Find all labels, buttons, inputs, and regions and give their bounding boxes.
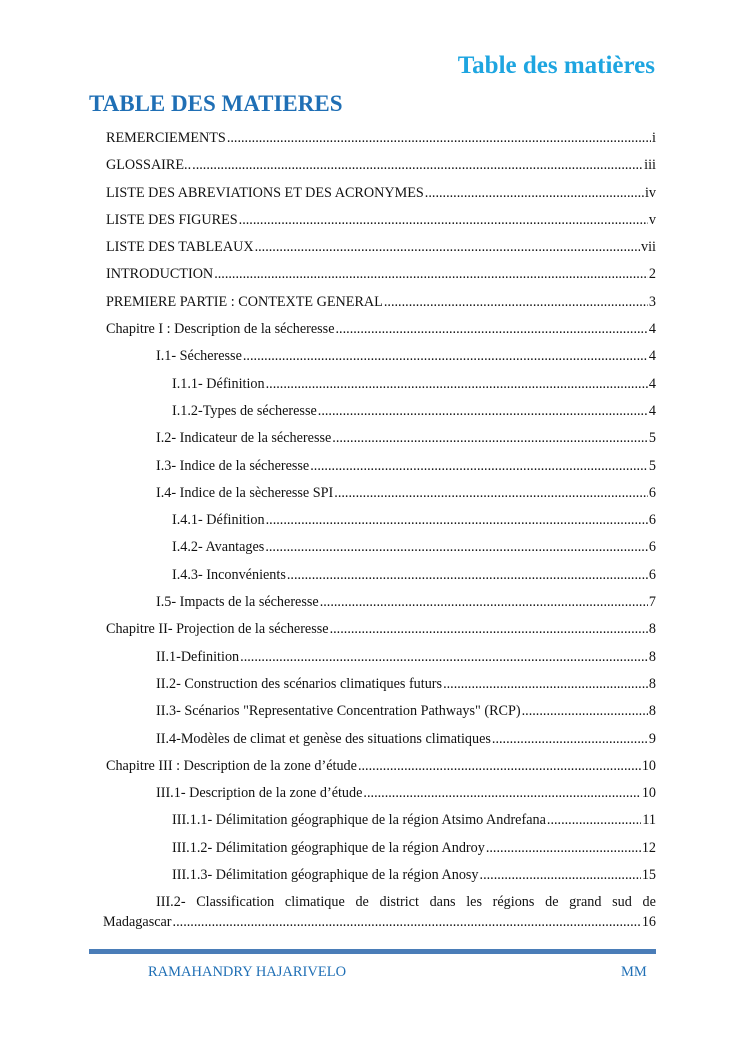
toc-entry-title: I.5- Impacts de la sécheresse — [156, 594, 319, 611]
toc-entry[interactable] — [106, 292, 656, 319]
toc-entry-page: 8 — [648, 621, 656, 638]
toc-entry-title: II.1-Definition — [156, 648, 240, 665]
toc-entry-page: 2 — [648, 266, 656, 283]
toc-entry-title: I.4.3- Inconvénients — [172, 566, 286, 583]
toc-entry[interactable] — [106, 510, 656, 537]
toc-entry-title: I.4.2- Avantages — [172, 539, 265, 556]
toc-entry[interactable] — [106, 537, 656, 564]
toc-word: III.2- — [156, 894, 186, 911]
toc-entry-page: i — [652, 130, 656, 146]
toc-leader-dots — [310, 456, 648, 476]
toc-entry[interactable] — [106, 729, 656, 756]
toc-leader-dots — [332, 428, 648, 448]
toc-entry-title: I.4- Indice de la sècheresse SPI — [156, 484, 334, 501]
toc-word: de — [642, 894, 656, 911]
toc-entry-page: 7 — [648, 594, 656, 611]
footer-divider — [89, 949, 656, 954]
page-title: TABLE DES MATIERES — [89, 91, 343, 116]
toc-leader-dots — [358, 756, 641, 776]
toc-entry-title: I.2- Indicateur de la sécheresse — [156, 430, 332, 447]
toc-leader-dots — [214, 264, 648, 284]
toc-entry-title: Chapitre II- Projection de la sécheresse — [106, 621, 329, 638]
toc-entry-page: 12 — [641, 839, 656, 856]
toc-entry[interactable] — [106, 374, 656, 401]
toc-leader-dots — [363, 783, 640, 803]
toc-word: sud — [612, 894, 632, 911]
toc-entry[interactable] — [106, 565, 656, 592]
toc-entry[interactable] — [106, 756, 656, 783]
toc-word: régions — [492, 894, 535, 911]
toc-entry-title: II.4-Modèles de climat et genèse des situations climatiques — [156, 730, 491, 747]
toc-leader-dots — [330, 619, 648, 639]
toc-entry[interactable] — [106, 838, 656, 865]
toc-leader-dots — [318, 401, 648, 421]
toc-entry[interactable] — [106, 128, 656, 155]
toc-entry-page: 6 — [648, 566, 656, 583]
toc-entry-title: I.1- Sécheresse — [156, 348, 242, 365]
toc-entry[interactable] — [106, 783, 656, 810]
toc-entry-page: 4 — [648, 348, 656, 365]
toc-leader-dots — [443, 674, 648, 694]
toc-entry[interactable] — [106, 346, 656, 373]
toc-word: de — [545, 894, 559, 911]
toc-leader-dots — [334, 483, 648, 503]
toc-entry[interactable] — [106, 674, 656, 701]
toc-entry-title: LISTE DES TABLEAUX — [106, 239, 254, 256]
toc-leader-dots — [287, 565, 648, 585]
toc-entry-page: 8 — [648, 648, 656, 665]
toc-leader-dots — [173, 912, 641, 932]
toc-entry-wrapped[interactable] — [103, 892, 656, 938]
toc-entry-title: III.1.2- Délimitation géographique de la région Androy — [172, 839, 485, 856]
footer-degree: MM — [621, 964, 647, 980]
toc-entry-title: I.4.1- Définition — [172, 512, 265, 529]
toc-entry-title: III.1- Description de la zone d’étude — [156, 785, 363, 802]
toc-leader-dots — [486, 838, 641, 858]
toc-entry[interactable] — [106, 456, 656, 483]
toc-word: de — [355, 894, 369, 911]
toc-entry[interactable] — [106, 155, 656, 182]
toc-entry-title: LISTE DES FIGURES — [106, 211, 238, 228]
toc-entry-page: 6 — [648, 512, 656, 529]
toc-entry-page: v — [648, 211, 656, 228]
toc-entry[interactable] — [106, 319, 656, 346]
toc-leader-dots — [480, 865, 641, 885]
toc-entry-page: 5 — [648, 457, 656, 474]
toc-leader-dots — [239, 210, 648, 230]
toc-leader-dots — [547, 810, 641, 830]
running-header: Table des matières — [457, 52, 655, 79]
toc-entry-title: Chapitre I : Description de la sécheresse — [106, 321, 335, 338]
toc-entry-title: II.3- Scénarios "Representative Concentration Pathways" (RCP) — [156, 703, 521, 720]
toc-entry[interactable] — [106, 237, 656, 264]
toc-entry[interactable] — [106, 401, 656, 428]
toc-entry-page: vii — [641, 239, 656, 256]
toc-entry-title: I.1.1- Définition — [172, 375, 265, 392]
toc-entry-page: 4 — [648, 402, 656, 419]
toc-entry-title: III.1.3- Délimitation géographique de la région Anosy — [172, 867, 479, 884]
toc-entry[interactable] — [106, 264, 656, 291]
toc-leader-dots — [336, 319, 648, 339]
toc-entry-page: iii — [644, 157, 656, 174]
toc-entry-title: PREMIERE PARTIE : CONTEXTE GENERAL — [106, 293, 383, 310]
toc-leader-dots — [266, 374, 648, 394]
toc-word: grand — [569, 894, 602, 911]
toc-entry[interactable] — [106, 810, 656, 837]
table-of-contents — [103, 128, 656, 938]
toc-leader-dots — [265, 537, 648, 557]
toc-entry-title: LISTE DES ABREVIATIONS ET DES ACRONYMES — [106, 184, 424, 201]
toc-entry-page: 3 — [648, 293, 656, 310]
toc-entry-title-line2 — [103, 912, 656, 932]
toc-leader-dots — [425, 183, 644, 203]
toc-entry-title: III.1.1- Délimitation géographique de la région Atsimo Andrefana — [172, 812, 546, 829]
toc-entry[interactable] — [106, 619, 656, 646]
toc-leader-dots — [266, 510, 648, 530]
toc-entry-page: 9 — [648, 730, 656, 747]
toc-entry-page: 11 — [642, 812, 656, 829]
toc-leader-dots — [522, 701, 648, 721]
toc-leader-dots — [492, 729, 648, 749]
toc-entry[interactable] — [106, 701, 656, 728]
toc-entry-title: REMERCIEMENTS — [106, 130, 226, 146]
toc-entry-title: I.1.2-Types de sécheresse — [172, 402, 317, 419]
toc-entry[interactable] — [106, 183, 656, 210]
toc-entry-title-line1 — [106, 892, 656, 912]
toc-entry-title: GLOSSAIRE.. — [106, 157, 192, 174]
toc-leader-dots — [243, 346, 648, 366]
toc-entry-title: INTRODUCTION — [106, 266, 214, 283]
toc-entry[interactable] — [106, 647, 656, 674]
toc-entry-page: 15 — [641, 867, 656, 884]
toc-entry[interactable] — [106, 428, 656, 455]
toc-entry-page: iv — [644, 184, 656, 201]
toc-leader-dots — [384, 292, 648, 312]
toc-leader-dots — [240, 647, 648, 667]
toc-word: dans — [429, 894, 456, 911]
toc-entry[interactable] — [106, 210, 656, 237]
toc-entry-title: II.2- Construction des scénarios climatiques futurs — [156, 675, 443, 692]
toc-entry-title: I.3- Indice de la sécheresse — [156, 457, 310, 474]
toc-leader-dots — [255, 237, 640, 257]
toc-entry-page: 6 — [648, 484, 656, 501]
toc-entry-page: 5 — [648, 430, 656, 447]
toc-leader-dots — [192, 155, 643, 175]
toc-entry-page: 10 — [641, 785, 656, 802]
toc-entry-title: Madagascar — [103, 914, 172, 931]
toc-leader-dots — [227, 128, 651, 148]
toc-entry-page: 4 — [648, 375, 656, 392]
toc-word: district — [379, 894, 419, 911]
footer-author: RAMAHANDRY HAJARIVELO — [148, 964, 347, 980]
toc-word: climatique — [284, 894, 345, 911]
toc-entry-title: Chapitre III : Description de la zone d’étude — [106, 757, 357, 774]
toc-entry-page: 8 — [648, 675, 656, 692]
toc-entry-page: 16 — [641, 914, 656, 931]
toc-entry-page: 10 — [641, 757, 656, 774]
toc-leader-dots — [320, 592, 648, 612]
toc-entry-page: 6 — [648, 539, 656, 556]
toc-word: Classification — [196, 894, 275, 911]
toc-entry-page: 8 — [648, 703, 656, 720]
toc-entry[interactable] — [106, 483, 656, 510]
toc-word: les — [466, 894, 482, 911]
toc-entry-page: 4 — [648, 321, 656, 338]
toc-entry[interactable] — [106, 592, 656, 619]
toc-entry[interactable] — [106, 865, 656, 892]
